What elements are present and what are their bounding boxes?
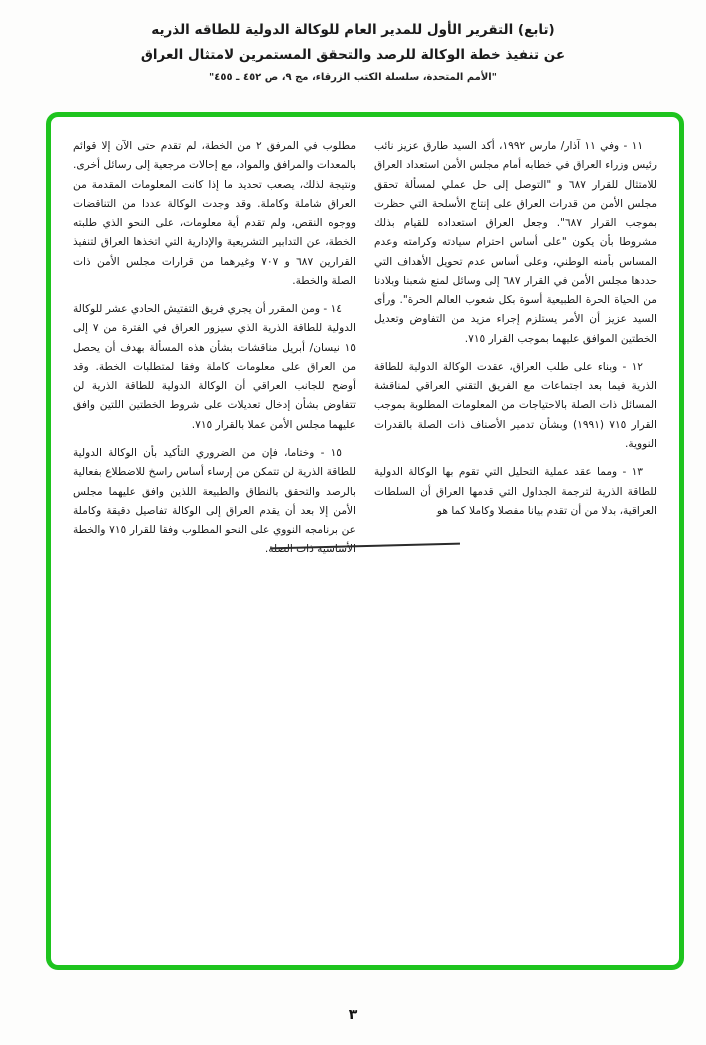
header-title-line2: عن تنفيذ خطة الوكالة للرصد والتحقق المستمرين لامتثال العراق [140, 46, 566, 63]
paragraph-13-continuation: مطلوب في المرفق ٢ من الخطة، لم تقدم حتى الآن إلا قوائم بالمعدات والمرافق والمواد، مع إحالات مرجعية إلى رسائل أخرى. ونتيجة لذلك، يصعب تحديد ما إذا كانت المعلومات المقدمة من العراق شاملة وكاملة. وقد وجدت الوكالة عددا من التناقضات ووجوه النقص، ولم تقدم أية معلومات، على النحو الذي طلبته الخطة، عن التدابير التشريعية والإدارية التي اتخذها العراق لتنفيذ القرارين ٦٨٧ و ٧٠٧ وغيرهما من قرارات مجلس الأمن ذات الصلة والخطة. [73, 140, 356, 287]
paragraph-15: ١٥ - وختاما، فإن من الضروري التأكيد بأن الوكالة الدولية للطاقة الذرية لن تتمكن من إرساء أساس راسخ للاضطلاع بفعالية بالرصد والتحقق بالنطاق والطبيعة اللذين وافق عليهما مجلس الأمن إلا بعد أن يقدم العراق إلى الوكالة تفاصيل دقيقة وكاملة عن برنامجه النووي على النحو المطلوب وفقا للقرار ٧١٥ والخطة الأساسية ذات الصلة. [73, 446, 356, 556]
paragraph-14: ١٤ - ومن المقرر أن يجري فريق التفتيش الحادي عشر للوكالة الدولية للطاقة الذرية الذي سيزور العراق في الفترة من ٧ إلى ١٥ نيسان/ أبريل مناقشات بشأن هذه المسألة بهدف أن يحصل من العراق على معلومات كاملة وفقا لمتطلبات الخطة. وقد أوضح للجانب العراقي أن الوكالة الدولية للطاقة الذرية لن تتفاوض بشأن إدخال تعديلات على شروط الخطتين اللتين وافق عليهما مجلس الأمن عملا بالقرار ٧١٥. [73, 303, 356, 431]
two-column-text-area [51, 117, 679, 569]
paragraph-13: ١٣ - ومما عقد عملية التحليل التي تقوم بها الوكالة الدولية للطاقة الذرية لترجمة الجداول التي قدمها العراق أن السلطات العراقية، بدلا من أن تقدم بيانا مفصلا وكاملا كما هو [374, 466, 657, 517]
header-source-citation: "الأمم المتحدة، سلسلة الكتب الزرقاء، مج ٩، ص ٤٥٢ ـ ٤٥٥" [209, 71, 497, 83]
header-title-line1: (تابع) التقرير الأول للمدير العام للوكالة الدولية للطاقه الذريه [151, 22, 555, 38]
paragraph-11: ١١ - وفي ١١ آذار/ مارس ١٩٩٢، أكد السيد طارق عزيز نائب رئيس وزراء العراق في خطابه أمام مجلس الأمن استعداد العراق للامتثال للقرار ٦٨٧ و "التوصل إلى حل عملي لمسألة تحقق مجلس الأمن من قدرات العراق على إنتاج الأسلحة التي حظرت بموجب القرار ٦٨٧". وجعل العراق استعداده للقيام بذلك مشروطا بأن يكون "على أساس احترام سيادته وكرامته وعدم المساس بأمنه الوطني، وعلى أساس عدم تحويل الأهداف التي حددها مجلس الأمن في القرار ٦٨٧ إلى وسائل لمنع شعبنا وبلادنا من الحياة الحرة الطبيعية أسوة بكل شعوب العالم الحرة". ورأى السيد عزيز أن الأمر يستلزم إجراء مزيد من التفاوض وتعديل الخطتين الموافق عليهما بموجب القرار ٧١٥. [374, 140, 657, 345]
left-text-column [73, 137, 356, 569]
paragraph-12: ١٢ - وبناء على طلب العراق، عقدت الوكالة الدولية للطاقة الذرية فيما بعد اجتماعات مع الفريق التقني العراقي لمناقشة المسائل ذات الصلة بالاحتياجات من المعلومات المطلوبة بموجب القرار ٧١٥ (١٩٩١) وبشأن تدمير الأصناف ذات الصلة بالقدرات النووية. [374, 360, 657, 450]
page-number: ٣ [348, 1007, 358, 1023]
right-text-column [374, 137, 657, 569]
content-border-box [46, 112, 684, 970]
document-header [0, 0, 706, 83]
